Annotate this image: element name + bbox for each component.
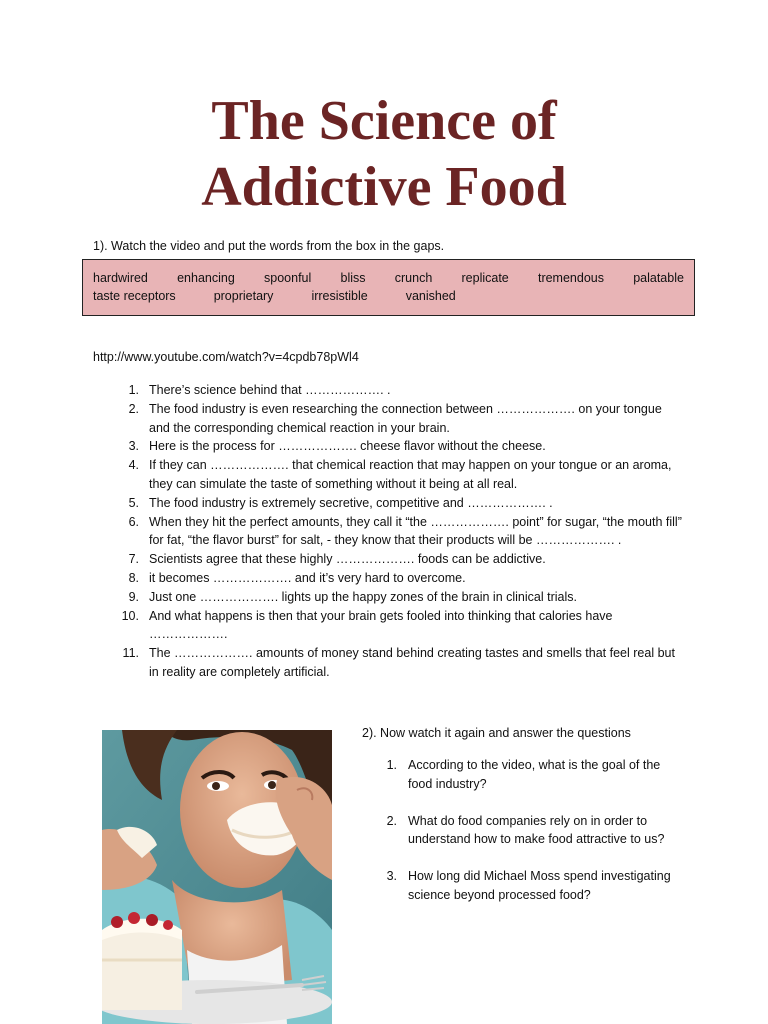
word-item: palatable	[633, 271, 684, 285]
list-item: 1. There’s science behind that ………………. .	[128, 383, 391, 397]
word-item: hardwired	[93, 271, 148, 285]
word-item: tremendous	[537, 271, 604, 285]
video-link[interactable]: http://www.youtube.com/watch?v=4cpdb78pWl4	[93, 350, 359, 364]
list-item: 7. Scientists agree that these highly ………………. foods can be addictive.	[128, 552, 546, 567]
word-box-row-1	[93, 269, 684, 287]
list-item: 4. If they can ………………. that chemical reaction that may happen on your tongue or an aroma, they can simulate the taste of something without it being at all real.	[128, 458, 672, 491]
word-item: proprietary	[213, 289, 274, 303]
word-item: taste receptors	[93, 289, 176, 303]
word-box-row-2	[93, 287, 684, 305]
word-item: irresistible	[311, 289, 368, 303]
list-item: 3. Here is the process for ………………. cheese flavor without the cheese.	[128, 439, 546, 454]
list-item: 2. The food industry is even researching the connection between ………………. on your tongue and the corresponding chemical reaction in your brain.	[128, 401, 662, 435]
page-title-line-2: Addictive Food	[201, 156, 567, 218]
word-item: bliss	[340, 271, 366, 285]
word-item: enhancing	[177, 271, 235, 285]
page-title-line-1: The Science of	[211, 90, 557, 152]
list-item: 1. According to the video, what is the goal of the food industry?	[386, 758, 661, 791]
gap-fill-list	[110, 381, 685, 682]
list-item: 6. When they hit the perfect amounts, they call it “the ………………. point” for sugar, “the mouth fill” for fat, “the flavor burst” for salt, - they know that their products will be ………………. .	[128, 514, 682, 548]
woman-eating-cake-photo	[102, 730, 332, 1024]
list-item: 11. The ………………. amounts of money stand behind creating tastes and smells that feel real but in reality are completely artificial.	[122, 646, 675, 679]
word-item: crunch	[394, 271, 433, 285]
list-item: 2. What do food companies rely on in order to understand how to make food attractive to us?	[386, 813, 665, 847]
word-item: spoonful	[264, 271, 312, 285]
instruction-2: 2). Now watch it again and answer the questions	[362, 726, 631, 740]
word-item: replicate	[461, 271, 509, 285]
list-item: 3. How long did Michael Moss spend investigating science beyond processed food?	[386, 869, 671, 902]
page-title	[0, 88, 768, 220]
word-box	[82, 259, 695, 316]
list-item: 9. Just one ………………. lights up the happy zones of the brain in clinical trials.	[128, 589, 577, 604]
list-item: 8. it becomes ………………. and it’s very hard to overcome.	[128, 570, 466, 585]
list-item: 5. The food industry is extremely secretive, competitive and ………………. .	[128, 495, 553, 510]
question-list	[380, 756, 680, 923]
list-item: 10. And what happens is then that your brain gets fooled into thinking that calories have ……………….	[121, 608, 613, 642]
instruction-1: 1). Watch the video and put the words from the box in the gaps.	[93, 239, 445, 253]
word-item: vanished	[405, 289, 456, 303]
